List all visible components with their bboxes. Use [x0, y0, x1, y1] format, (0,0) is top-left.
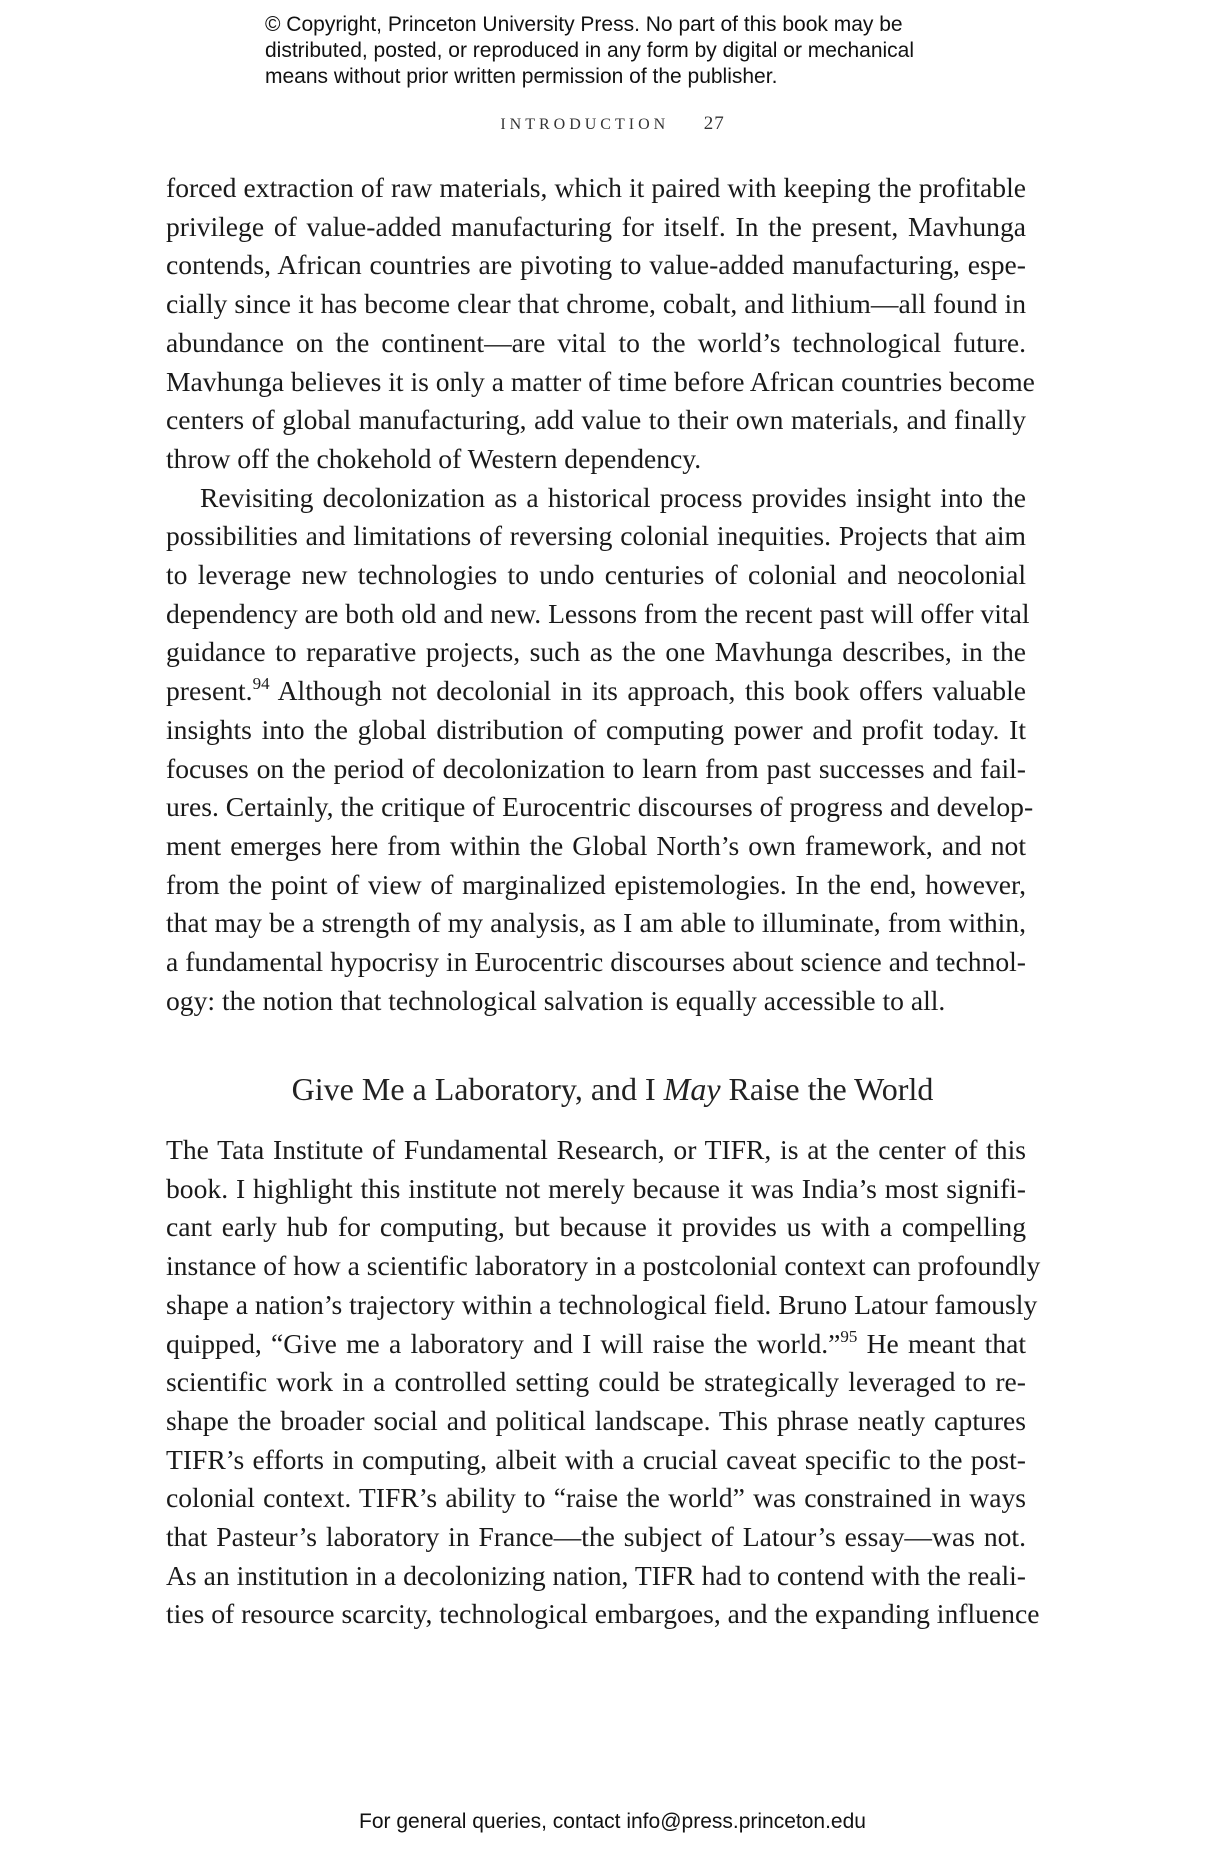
text-line: As an institution in a decolonizing nation, TIFR had to contend with the reali-	[166, 1559, 1026, 1591]
running-head	[0, 113, 1225, 135]
paragraph-block-2	[166, 1131, 1041, 1634]
text-line: Mavhunga believes it is only a matter of time before African countries become	[166, 365, 1035, 397]
footnote-marker: 95	[840, 1326, 858, 1346]
text-line: possibilities and limitations of reversing colonial inequities. Projects that aim	[166, 520, 1026, 552]
copyright-line: distributed, posted, or reproduced in any form by digital or mechanical	[265, 39, 915, 62]
text-line: The Tata Institute of Fundamental Research, or TIFR, is at the center of this	[166, 1134, 1026, 1165]
text-fragment: quipped, “Give me a laboratory and I will raise the world.”	[166, 1327, 841, 1359]
running-head-title: INTRODUCTION	[500, 116, 670, 133]
heading-text: Raise the World	[720, 1071, 934, 1107]
text-line: guidance to reparative projects, such as the one Mavhunga describes, in the	[166, 636, 1026, 668]
text-line: ogy: the notion that technological salvation is equally accessible to all.	[166, 984, 946, 1016]
text-line: shape a nation’s trajectory within a technological field. Bruno Latour famously	[166, 1288, 1038, 1320]
section-heading	[0, 1071, 1225, 1108]
text-line: insights into the global distribution of computing power and profit today. It	[166, 713, 1026, 745]
heading-emphasis: May	[663, 1071, 721, 1107]
text-line: shape the broader social and political landscape. This phrase neatly captures	[166, 1404, 1026, 1436]
text-line: throw off the chokehold of Western dependency.	[166, 442, 702, 474]
text-line: Revisiting decolonization as a historical process provides insight into the	[200, 481, 1026, 513]
heading-text: Give Me a Laboratory, and I	[291, 1071, 664, 1107]
text-line: that may be a strength of my analysis, as I am able to illuminate, from within,	[166, 907, 1026, 939]
paragraph-block-1	[166, 169, 1035, 1020]
text-line: abundance on the continent—are vital to the world’s technological future.	[166, 326, 1026, 358]
copyright-line: means without prior written permission of the publisher.	[265, 65, 778, 88]
text-fragment: present.	[166, 675, 253, 707]
copyright-notice	[265, 12, 1025, 90]
text-line	[166, 672, 1026, 711]
text-line: instance of how a scientific laboratory in a postcolonial context can profoundly	[166, 1250, 1041, 1282]
page-number: 27	[703, 113, 725, 134]
text-line: that Pasteur’s laboratory in France—the subject of Latour’s essay—was not.	[166, 1521, 1026, 1553]
text-line	[166, 1325, 1026, 1364]
text-line: cially since it has become clear that chrome, cobalt, and lithium—all found in	[166, 288, 1026, 320]
text-line: book. I highlight this institute not merely because it was India’s most signifi-	[166, 1172, 1026, 1204]
text-line: forced extraction of raw materials, which it paired with keeping the profitable	[166, 172, 1026, 203]
footnote-marker: 94	[252, 674, 270, 694]
text-line: cant early hub for computing, but because it provides us with a compelling	[166, 1211, 1026, 1243]
text-line: centers of global manufacturing, add value to their own materials, and finally	[166, 404, 1026, 436]
text-fragment: He meant that	[857, 1327, 1027, 1359]
copyright-line: © Copyright, Princeton University Press. No part of this book may be	[265, 13, 903, 36]
text-line: ment emerges here from within the Global North’s own framework, and not	[166, 829, 1026, 861]
text-line: dependency are both old and new. Lessons from the recent past will offer vital	[166, 597, 1030, 629]
text-line: scientific work in a controlled setting could be strategically leveraged to re-	[166, 1366, 1026, 1398]
text-line: to leverage new technologies to undo centuries of colonial and neocolonial	[166, 559, 1026, 591]
text-line: colonial context. TIFR’s ability to “raise the world” was constrained in ways	[166, 1482, 1026, 1514]
text-line: ures. Certainly, the critique of Eurocentric discourses of progress and develop-	[166, 791, 1034, 823]
text-line: TIFR’s efforts in computing, albeit with a crucial caveat specific to the post-	[166, 1443, 1026, 1475]
text-line: privilege of value-added manufacturing for itself. In the present, Mavhunga	[166, 210, 1026, 242]
text-line: ties of resource scarcity, technological embargoes, and the expanding influence	[166, 1598, 1040, 1630]
text-line: contends, African countries are pivoting to value-added manufacturing, espe-	[166, 249, 1026, 281]
footer-contact: For general queries, contact info@press.princeton.edu	[359, 1810, 866, 1833]
text-fragment: Although not decolonial in its approach, this book offers valuable	[269, 675, 1026, 707]
text-line: from the point of view of marginalized epistemologies. In the end, however,	[166, 868, 1026, 900]
text-line: a fundamental hypocrisy in Eurocentric discourses about science and technol-	[166, 946, 1026, 978]
text-line: focuses on the period of decolonization to learn from past successes and fail-	[166, 752, 1026, 784]
